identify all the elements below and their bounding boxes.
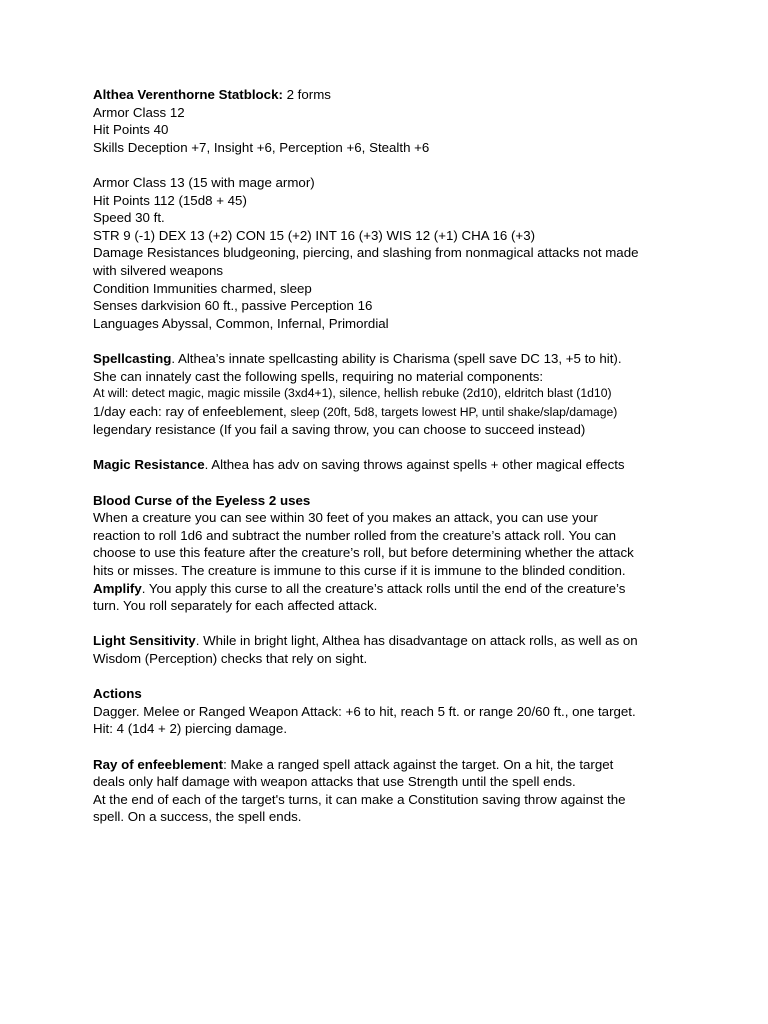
spacer <box>93 474 693 492</box>
form1-armor-class: Armor Class 12 <box>93 104 185 120</box>
spellcasting-one-day <box>93 403 693 422</box>
form2-condition-immunities: Condition Immunities charmed, sleep <box>93 280 312 296</box>
actions-heading <box>93 685 693 703</box>
magic-resistance-heading: Magic Resistance <box>93 457 205 473</box>
statblock-title-line <box>93 86 693 104</box>
spacer <box>93 156 693 174</box>
spellcasting-one-day-prefix: 1/day each: ray of enfeeblement, <box>93 403 291 419</box>
spellcasting-legendary: legendary resistance (If you fail a saving throw, you can choose to succeed instead) <box>93 422 586 438</box>
dagger-line1: Dagger. Melee or Ranged Weapon Attack: +6 to hit, reach 5 ft. or range 20/60 ft., one target. <box>93 703 636 719</box>
spellcasting-one-day-suffix: sleep (20ft, 5d8, targets lowest HP, until shake/slap/damage) <box>290 404 618 419</box>
spacer <box>93 332 693 350</box>
spellcasting-line1 <box>93 350 693 368</box>
amplify-heading: Amplify <box>93 580 142 596</box>
form2-hit-points: Hit Points 112 (15d8 + 45) <box>93 192 247 208</box>
blood-curse-heading <box>93 492 693 510</box>
blood-curse-line1: When a creature you can see within 30 feet of you makes an attack, you can use your <box>93 510 598 526</box>
amplify-line1 <box>93 580 693 598</box>
blood-curse-line3: choose to use this feature after the creature’s roll, but before determining whether the attack <box>93 545 634 561</box>
document-page <box>93 86 693 826</box>
spacer <box>93 615 693 633</box>
light-sensitivity-line1 <box>93 632 693 650</box>
light-sensitivity-line2: Wisdom (Perception) checks that rely on sight. <box>93 651 368 666</box>
blood-curse-line4: hits or misses. The creature is immune to this curse if it is immune to the blinded condition. <box>93 563 626 579</box>
form2-senses: Senses darkvision 60 ft., passive Perception 16 <box>93 298 373 314</box>
magic-resistance <box>93 456 693 474</box>
dagger-line2: Hit: 4 (1d4 + 2) piercing damage. <box>93 721 288 737</box>
magic-resistance-text: . Althea has adv on saving throws against spells + other magical effects <box>204 457 625 473</box>
form2-damage-resistances-cont: with silvered weapons <box>93 262 224 278</box>
spacer <box>93 439 693 457</box>
spellcasting-intro: . Althea’s innate spellcasting ability is Charisma (spell save DC 13, +5 to hit). <box>171 350 622 366</box>
statblock-title-suffix: 2 forms <box>282 87 331 102</box>
ray-heading: Ray of enfeeblement <box>93 756 224 772</box>
amplify-line2: turn. You roll separately for each affected attack. <box>93 598 378 614</box>
form2-damage-resistances: Damage Resistances bludgeoning, piercing, and slashing from nonmagical attacks not made <box>93 245 639 261</box>
form2-abilities: STR 9 (-1) DEX 13 (+2) CON 15 (+2) INT 16 (+3) WIS 12 (+1) CHA 16 (+3) <box>93 227 536 243</box>
light-sensitivity-text: . While in bright light, Althea has disadvantage on attack rolls, as well as on <box>195 633 638 649</box>
ray-line1 <box>93 756 693 774</box>
amplify-text: . You apply this curse to all the creature’s attack rolls until the end of the creature’s <box>141 580 626 596</box>
blood-curse-line2: reaction to roll 1d6 and subtract the number rolled from the creature’s attack roll. You can <box>93 527 617 543</box>
form2-speed: Speed 30 ft. <box>93 210 165 226</box>
form2-armor-class: Armor Class 13 (15 with mage armor) <box>93 174 315 190</box>
spellcasting-heading: Spellcasting <box>93 350 172 366</box>
ray-line2: deals only half damage with weapon attacks that use Strength until the spell ends. <box>93 774 576 790</box>
ray-line4: spell. On a success, the spell ends. <box>93 809 302 825</box>
form1-skills: Skills Deception +7, Insight +6, Perception +6, Stealth +6 <box>93 139 430 155</box>
spacer <box>93 738 693 756</box>
statblock-title: Althea Verenthorne Statblock: <box>93 87 283 102</box>
actions-heading-text: Actions <box>93 686 142 702</box>
ray-line3: At the end of each of the target's turns, it can make a Constitution saving throw against the <box>93 791 626 807</box>
spellcasting-at-will: At will: detect magic, magic missile (3xd4+1), silence, hellish rebuke (2d10), eldritch blast (1d10) <box>93 386 612 401</box>
spacer <box>93 668 693 686</box>
blood-curse-heading-text: Blood Curse of the Eyeless 2 uses <box>93 492 311 508</box>
ray-text: : Make a ranged spell attack against the target. On a hit, the target <box>223 756 614 772</box>
form1-hit-points: Hit Points 40 <box>93 122 169 138</box>
spellcasting-line2: She can innately cast the following spells, requiring no material components: <box>93 368 544 384</box>
light-sensitivity-heading: Light Sensitivity <box>93 633 196 649</box>
form2-languages: Languages Abyssal, Common, Infernal, Primordial <box>93 315 389 331</box>
